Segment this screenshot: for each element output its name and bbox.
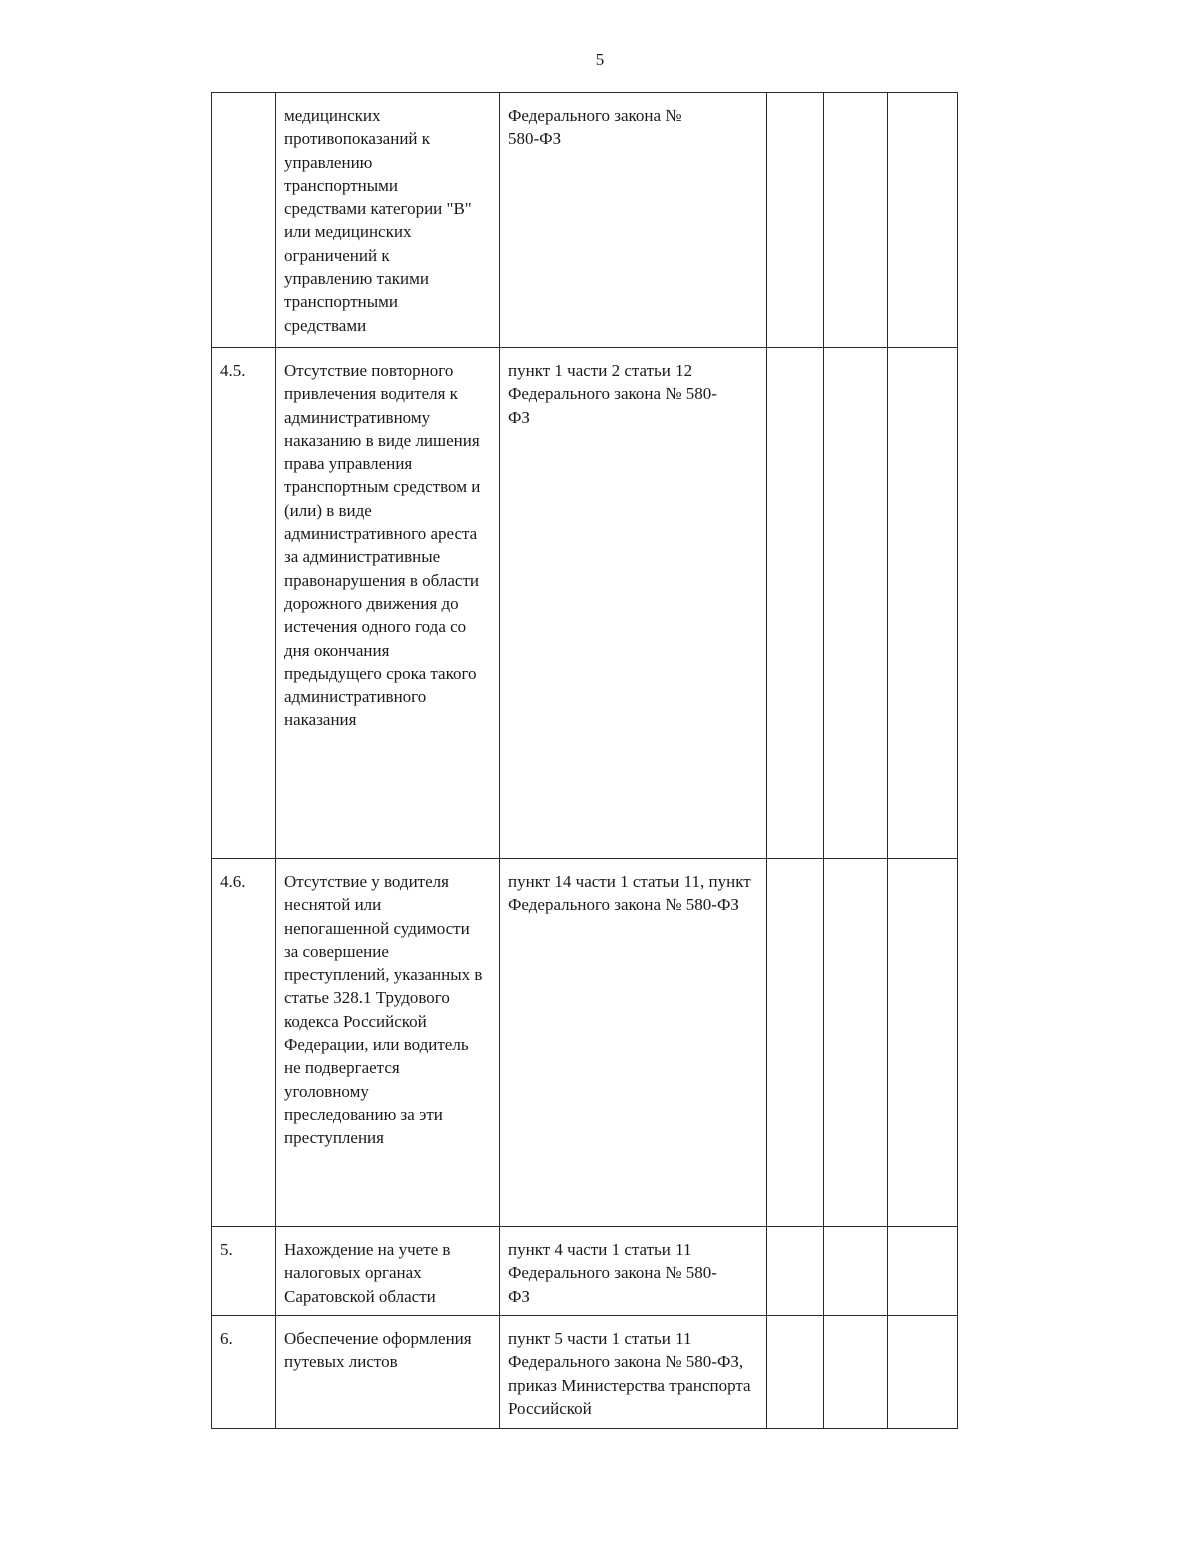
row-number: 5. [212,1227,276,1316]
requirement-text: Отсутствие повторного привлечения водителя к административному наказанию в виде лишения права управления транспортным средством и (или) в виде административного ареста за административные правонарушения в области дорожного движения до истечения одного года со дня окончания предыдущего срока такого административного наказания [284,361,481,730]
legal-basis-text: пункт 1 части 2 статьи 12 Федерального закона № 580-ФЗ [508,361,717,427]
empty-cell [824,859,888,1227]
requirement-cell [276,348,500,859]
legal-basis-cell [500,1316,767,1429]
row-number: 4.5. [212,348,276,859]
empty-cell [767,348,824,859]
legal-basis-cell [500,348,767,859]
requirement-text: Обеспечение оформления путевых листов [284,1329,472,1372]
empty-cell [767,1227,824,1316]
row-number [212,93,276,348]
empty-cell [824,1227,888,1316]
empty-cell [824,1316,888,1429]
page-number: 5 [595,50,605,69]
empty-cell [888,859,958,1227]
checklist-table [211,92,958,1429]
legal-basis-text: Федерального закона № 580-ФЗ [508,106,682,149]
legal-basis-cell [500,1227,767,1316]
legal-basis-text: пункт 14 части 1 статьи 11, пункт Федерального закона № 580-ФЗ [508,872,751,915]
table-row [212,1227,958,1316]
requirement-cell [276,1316,500,1429]
empty-cell [888,1227,958,1316]
empty-cell [824,348,888,859]
empty-cell [767,93,824,348]
requirement-text: Отсутствие у водителя неснятой или непогашенной судимости за совершение преступлений, указанных в статье 328.1 Трудового кодекса Российской Федерации, или водитель не подвергается уголовному преследованию за эти преступления [284,872,483,1148]
table-row [212,859,958,1227]
empty-cell [767,859,824,1227]
legal-basis-cell [500,859,767,1227]
empty-cell [767,1316,824,1429]
table-row [212,93,958,348]
legal-basis-cell [500,93,767,348]
row-number: 6. [212,1316,276,1429]
table-row [212,348,958,859]
empty-cell [888,93,958,348]
empty-cell [888,1316,958,1429]
requirement-cell [276,1227,500,1316]
legal-basis-text: пункт 4 части 1 статьи 11 Федерального закона № 580-ФЗ [508,1240,717,1306]
empty-cell [824,93,888,348]
empty-cell [888,348,958,859]
table-row [212,1316,958,1429]
requirement-cell [276,859,500,1227]
legal-basis-text: пункт 5 части 1 статьи 11 Федерального закона № 580-ФЗ, приказ Министерства транспорта Российской [508,1329,751,1418]
requirement-cell [276,93,500,348]
row-number: 4.6. [212,859,276,1227]
requirement-text: медицинских противопоказаний к управлению транспортными средствами категории "В" или медицинских ограничений к управлению такими транспортными средствами [284,106,472,335]
requirement-text: Нахождение на учете в налоговых органах Саратовской области [284,1240,451,1306]
